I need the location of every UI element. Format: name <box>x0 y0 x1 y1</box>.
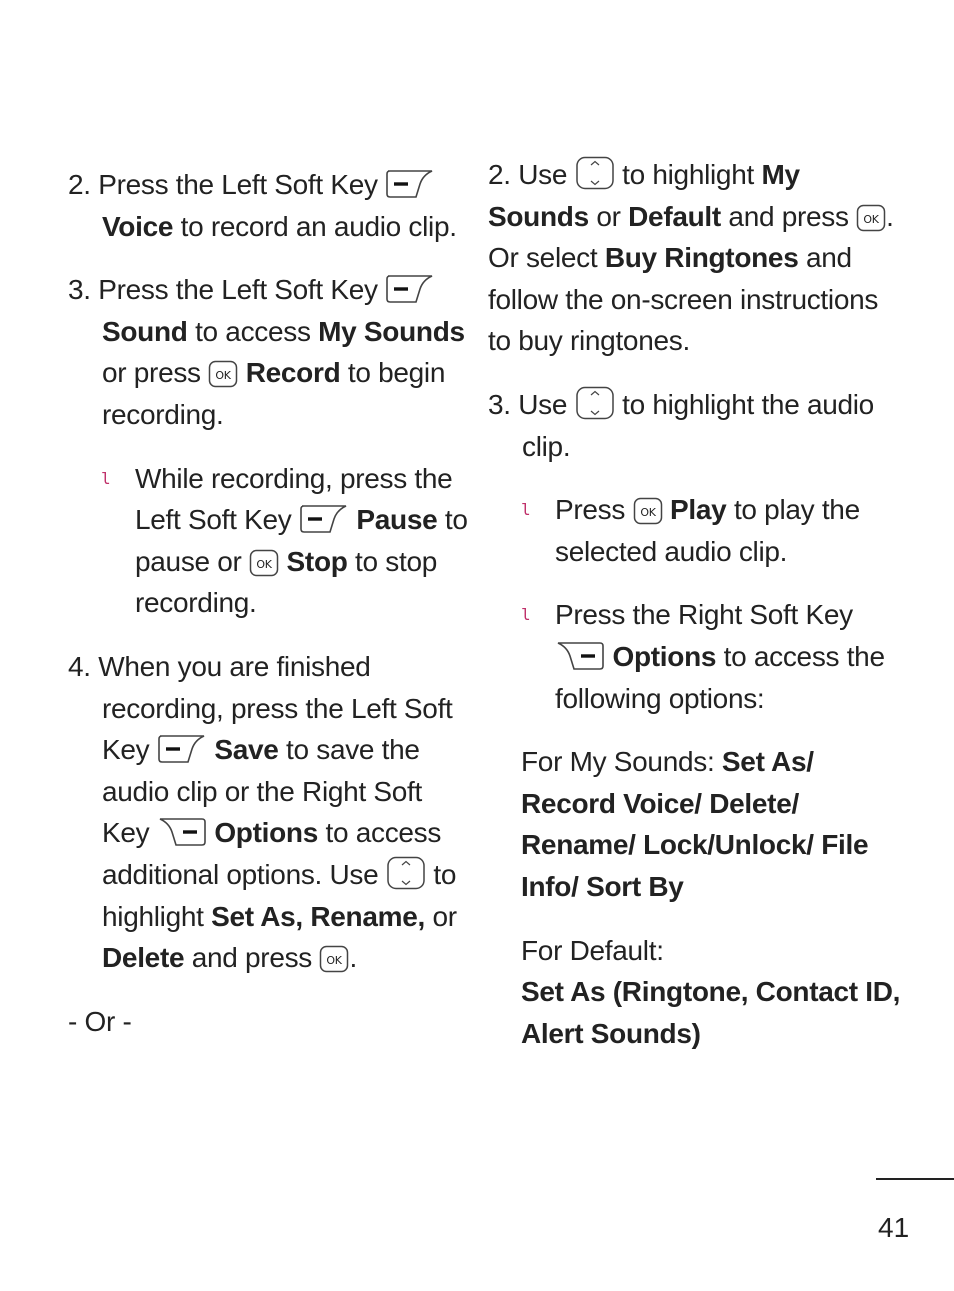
step-number: 3. <box>68 274 91 306</box>
page-number: 41 <box>878 1212 910 1243</box>
svg-text:OK: OK <box>326 954 343 968</box>
step-text: or press <box>102 357 201 389</box>
svg-text:OK: OK <box>215 369 231 383</box>
right-soft-key-icon <box>555 638 605 672</box>
bullet-options <box>521 594 908 719</box>
step-number: 4. <box>68 650 91 682</box>
default-label: Default <box>628 200 721 232</box>
delete-label: Delete <box>102 942 185 974</box>
step-text: to highlight <box>102 858 457 932</box>
step-text: to highlight the audio clip. <box>522 388 874 462</box>
save-label: Save <box>214 734 279 766</box>
nav-key-icon <box>575 156 615 190</box>
step-text: Use <box>518 159 568 190</box>
step-number: 3. <box>488 388 511 420</box>
step-text: Press the Left Soft Key <box>98 169 378 200</box>
options-label: Options <box>214 817 318 849</box>
default-options-block <box>521 930 908 1055</box>
step-4-finished <box>68 646 468 979</box>
right-soft-key-icon <box>157 814 207 848</box>
nav-key-icon <box>575 386 615 420</box>
step-number: 2. <box>488 159 511 190</box>
left-soft-key-icon <box>157 731 207 765</box>
step-3-highlight-clip <box>488 384 908 467</box>
set-as-rename-label: Set As, Rename, <box>211 900 425 932</box>
step-text: . Or select <box>488 200 894 274</box>
step-2-record <box>68 164 468 247</box>
left-soft-key-icon <box>299 501 349 535</box>
step-text: to access additional options. Use <box>102 817 442 890</box>
bullet-mark: l <box>521 500 531 520</box>
default-options-label: For Default: <box>521 934 664 966</box>
step-text: to record an audio clip. <box>180 210 457 242</box>
my-sounds-options-block <box>521 741 908 907</box>
buy-ringtones-label: Buy Ringtones <box>604 242 799 274</box>
sound-label: Sound <box>102 315 188 347</box>
ok-key-icon <box>208 360 238 388</box>
bullet-play <box>521 489 908 572</box>
step-3-subitems <box>488 489 908 1054</box>
ok-key-icon <box>856 204 886 232</box>
bullet-text: to play the selected audio clip. <box>555 494 860 567</box>
my-sounds-options-list: Set As/ Record Voice/ Delete/ Rename/ Lock/Unlock/ File Info/ Sort By <box>521 746 869 902</box>
my-sounds-label: My Sounds <box>318 315 465 347</box>
step-text: and follow the on-screen instructions to buy ringtones. <box>488 242 879 357</box>
play-label: Play <box>670 494 727 526</box>
bullet-mark: l <box>521 605 531 625</box>
bullet-text: While recording, press the Left Soft Key <box>135 462 453 536</box>
left-soft-key-icon <box>385 271 435 305</box>
left-soft-key-icon <box>385 166 435 200</box>
bullet-text: Press the Right Soft Key <box>555 599 853 631</box>
ok-key-icon <box>633 497 663 525</box>
step-text: and press <box>191 942 312 974</box>
ok-key-icon <box>319 945 349 973</box>
stop-label: Stop <box>286 545 348 577</box>
step-2-highlight <box>488 154 908 362</box>
bullet-text: to stop recording. <box>135 545 438 619</box>
step-text: to highlight <box>622 159 754 190</box>
my-sounds-label: My Sounds <box>488 159 800 232</box>
left-column <box>68 164 468 1042</box>
voice-label: Voice <box>102 210 174 242</box>
bullet-mark: l <box>101 468 111 488</box>
step-text: to begin recording. <box>102 357 446 430</box>
right-column <box>488 154 908 1054</box>
footer-rule <box>876 1178 954 1180</box>
svg-text:OK: OK <box>256 557 272 571</box>
bullet-text: to pause or <box>135 504 468 577</box>
step-number: 2. <box>68 169 91 200</box>
pause-label: Pause <box>356 504 438 536</box>
ok-key-icon <box>249 549 279 577</box>
bullet-text: to access the following options: <box>555 640 885 714</box>
options-label: Options <box>612 640 717 672</box>
step-text: or <box>596 200 621 232</box>
step-text: . <box>349 942 357 974</box>
nav-key-icon <box>386 856 426 890</box>
bullet-while-recording <box>101 458 468 624</box>
step-text: Press the Left Soft Key <box>98 274 378 306</box>
default-options-list: Set As (Ringtone, Contact ID, Alert Sounds) <box>521 976 901 1049</box>
svg-text:OK: OK <box>863 212 879 226</box>
step-text: to access <box>195 315 311 347</box>
or-separator: - Or - <box>68 1005 132 1037</box>
my-sounds-options-label: For My Sounds: <box>521 746 715 778</box>
step-text: or <box>432 900 457 932</box>
step-3-subitems <box>68 458 468 624</box>
step-3-sound <box>68 269 468 435</box>
bullet-text: Press <box>555 494 626 526</box>
step-text: and press <box>728 200 849 232</box>
step-text: to save the audio clip or the Right Soft Key <box>102 734 423 849</box>
step-text: When you are finished recording, press the Left Soft Key <box>98 650 453 766</box>
step-text: Use <box>518 388 568 420</box>
svg-text:OK: OK <box>639 506 656 520</box>
record-label: Record <box>245 357 341 389</box>
